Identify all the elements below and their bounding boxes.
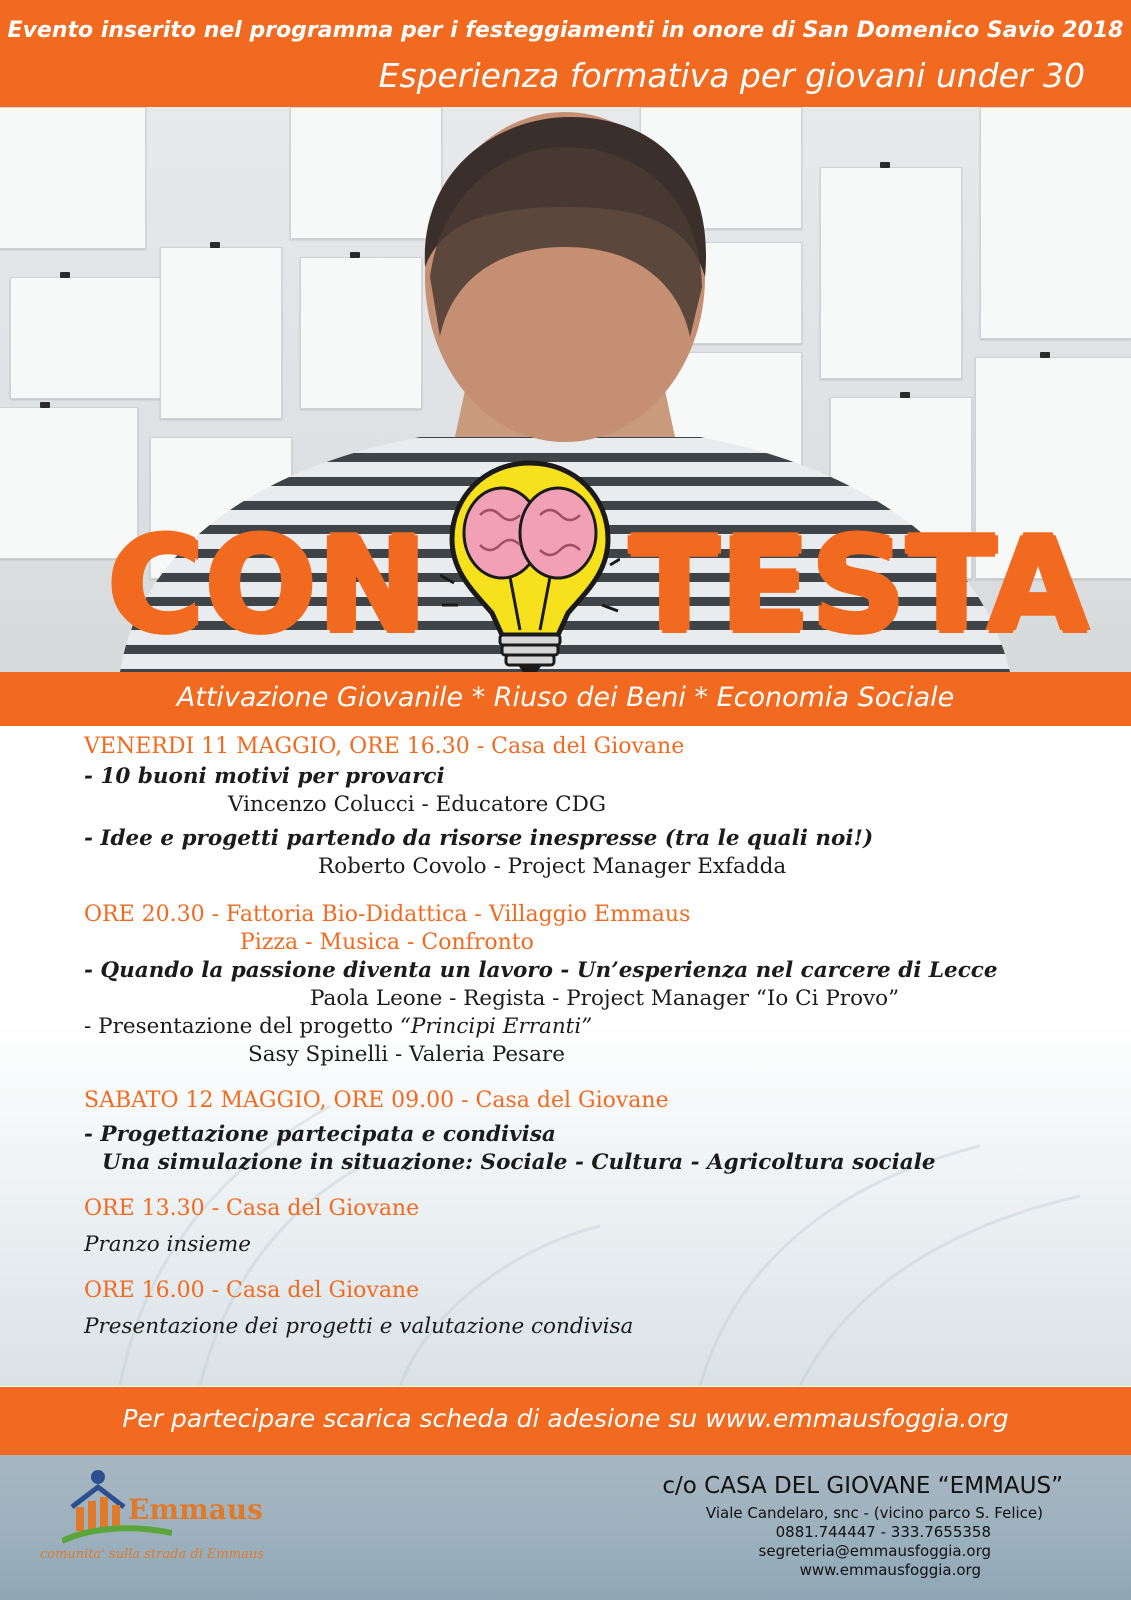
fri-item1-speaker: Vincenzo Colucci - Educatore CDG	[228, 792, 607, 817]
fri-item2-speaker: Roberto Covolo - Project Manager Exfadda	[318, 854, 787, 879]
final-text: Presentazione dei progetti e valutazione condivisa	[84, 1314, 634, 1339]
ev-item1-title: - Quando la passione diventa un lavoro - Un’esperienza nel carcere di Lecce	[84, 958, 998, 983]
event-note: Evento inserito nel programma per i festeggiamenti in onore di San Domenico Savio 2018	[7, 18, 1124, 43]
address: Viale Candelaro, snc - (vicino parco S. Felice)	[705, 1504, 1043, 1522]
logo-motto: comunita' sulla strada di Emmaus	[40, 1547, 264, 1562]
fri-item2-title: - Idee e progetti partendo da risorse inespresse (tra le quali noi!)	[84, 826, 874, 851]
evening-sub: Pizza - Musica - Confronto	[240, 930, 534, 955]
subtitle: Attivazione Giovanile * Riuso dei Beni * Economia Sociale	[176, 682, 955, 713]
friday-heading: VENERDI 11 MAGGIO, ORE 16.30 - Casa del Giovane	[84, 734, 685, 759]
saturday-heading: SABATO 12 MAGGIO, ORE 09.00 - Casa del Giovane	[84, 1088, 669, 1113]
phones: 0881.744447 - 333.7655358	[775, 1523, 991, 1541]
title-testa: TESTA	[630, 509, 1091, 661]
venue: c/o CASA DEL GIOVANE “EMMAUS”	[662, 1473, 1063, 1499]
cta-text: Per partecipare scarica scheda di adesione su www.emmausfoggia.org	[122, 1404, 1009, 1433]
logo-name: Emmaus	[128, 1493, 263, 1526]
title-con: CON	[108, 509, 429, 661]
evening-heading: ORE 20.30 - Fattoria Bio-Didattica - Villaggio Emmaus	[84, 902, 691, 927]
email-link[interactable]: segreteria@emmausfoggia.org	[758, 1542, 991, 1560]
website-link[interactable]: www.emmausfoggia.org	[799, 1561, 981, 1579]
sat-item1-line1: - Progettazione partecipata e condivisa	[84, 1122, 556, 1147]
ev-item2-speaker: Sasy Spinelli - Valeria Pesare	[248, 1042, 565, 1067]
sat-item1-line2: Una simulazione in situazione: Sociale - Cultura - Agricoltura sociale	[102, 1150, 936, 1175]
footer	[0, 1455, 1131, 1600]
ev-item2-prefix: - Presentazione del progetto	[84, 1014, 400, 1039]
ev-item2-title	[84, 1014, 592, 1039]
lunch-text: Pranzo insieme	[84, 1232, 251, 1257]
tagline: Esperienza formativa per giovani under 30	[378, 56, 1085, 95]
program-section	[0, 726, 1131, 1386]
lightbulb-brain-icon	[440, 455, 620, 680]
final-heading: ORE 16.00 - Casa del Giovane	[84, 1278, 420, 1303]
fri-item1-title: - 10 buoni motivi per provarci	[84, 764, 445, 789]
ev-item1-speaker: Paola Leone - Regista - Project Manager “Io Ci Provo”	[310, 986, 900, 1011]
lunch-heading: ORE 13.30 - Casa del Giovane	[84, 1196, 420, 1221]
ev-item2-project: “Principi Erranti”	[399, 1014, 593, 1039]
